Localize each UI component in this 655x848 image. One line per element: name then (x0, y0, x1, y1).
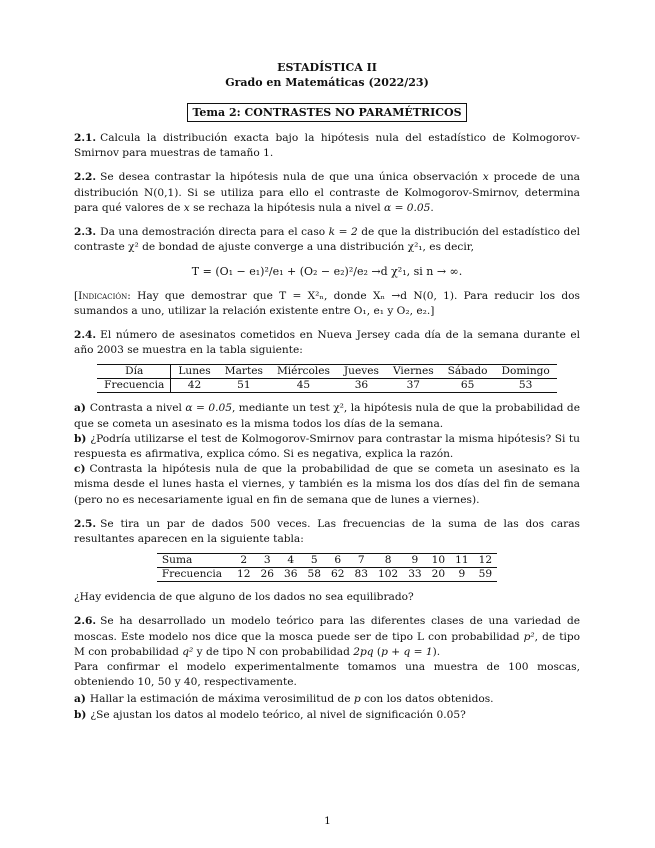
table-cell: 36 (354, 379, 369, 392)
exercise-question: ¿Hay evidencia de que alguno de los dados no sea equilibrado? (74, 591, 414, 604)
item-a: a) Hallar la estimación de máxima verosimilitud de p con los datos obtenidos. (74, 693, 494, 706)
math-q2: q² (182, 645, 194, 658)
exercise-text: se rechaza la hipótesis nula a nivel (189, 201, 385, 214)
item-b: b) ¿Se ajustan los datos al modelo teórico, al nivel de significación 0.05? (74, 708, 466, 721)
exercise-2-3 (74, 225, 580, 255)
item-label: a) (74, 693, 86, 706)
table-header-cell: 8 (384, 554, 392, 567)
table-cell: 12 (237, 568, 251, 581)
table-cell: 9 (458, 568, 466, 581)
item-c: c) Contrasta la hipótesis nula de que la probabilidad de que se cometa un asesinato es la misma desde el lunes hasta el viernes, y también es la misma los dos días del fin de semana (pero no es necesariamente igual en fin de semana que de lunes a viernes). (74, 463, 580, 506)
table-cell: 59 (478, 568, 493, 581)
hint-label: Indicación (78, 289, 128, 302)
exercise-2-4 (74, 328, 580, 358)
topic-box: Tema 2: CONTRASTES NO PARAMÉTRICOS (187, 103, 466, 122)
table-header-cell: 12 (478, 554, 493, 567)
table-header-cell: Martes (224, 365, 263, 378)
table-cell: 58 (307, 568, 321, 581)
course-subtitle: Grado en Matemáticas (2022/23) (225, 76, 429, 89)
table-cell: 53 (518, 379, 533, 392)
exercise-text: El número de asesinatos cometidos en Nueva Jersey cada día de la semana durante el año 2003 se muestra en la tabla siguiente: (74, 329, 580, 357)
exercise-text: Se desea contrastar la hipótesis nula de que una única observación (100, 171, 483, 184)
table-header-cell: Lunes (178, 365, 211, 378)
table-header-label: Día (97, 365, 171, 379)
math-x: x (482, 171, 489, 184)
math-p2: p² (523, 630, 535, 643)
item-b: b) ¿Podría utilizarse el test de Kolmogorov-Smirnov para contrastar la misma hipótesis? Si tu respuesta es afirmativa, explica cómo. Si es negativa, explica la razón. (74, 432, 580, 461)
exercise-number: 2.5. (74, 517, 97, 530)
table-cell: 37 (406, 379, 421, 392)
formula-statistic: T = (O₁ − e₁)²/e₁ + (O₂ − e₂)²/e₂ →d χ²₁, si n → ∞. (191, 265, 463, 279)
table-cell: 65 (460, 379, 475, 392)
table-cell: 45 (296, 379, 311, 392)
item-a: a) Contrasta a nivel α = 0.05, mediante un test χ², la hipótesis nula de que la probabilidad de que se cometa un asesinato es la misma todos los días de la semana. (74, 402, 580, 430)
table-row-label: Frecuencia (161, 568, 223, 581)
table-header-cell: 5 (310, 554, 318, 567)
math-p-plus-q: p + q = 1 (381, 645, 433, 658)
exercise-text: Calcula la distribución exacta bajo la hipótesis nula del estadístico de Kolmogorov-Smirnov para muestras de tamaño 1. (74, 132, 580, 160)
table-row-label: Frecuencia (97, 379, 171, 393)
item-label: b) (74, 708, 87, 721)
page-number: 1 (324, 815, 331, 827)
math-p: p (353, 693, 361, 706)
exercise-2-2: 2.2. Se desea contrastar la hipótesis nula de que una única observación x procede de una distribución N(0,1). Si se utiliza para ello el contraste de Kolmogorov-Smirnov, determina para qué valores de x se rechaza la hipótesis nula a nivel α = 0.05. (74, 171, 581, 214)
item-label: a) (74, 402, 86, 415)
math-alpha: α = 0.05 (384, 201, 431, 214)
hint-text: : Hay que demostrar que T = X²ₙ, donde Xₙ →d N(0, 1). Para reducir los dos sumandos a uno, utilizar la relación existente entre O₁, e₁ y O₂, e₂.] (74, 289, 580, 317)
table-header-cell: 7 (357, 554, 365, 567)
exercise-text: Se tira un par de dados 500 veces. Las frecuencias de la suma de las dos caras resultantes aparecen en la siguiente tabla: (74, 517, 580, 546)
table-header-cell: Jueves (343, 365, 379, 378)
table-header-cell: 4 (287, 554, 295, 567)
table-cell: 102 (377, 568, 399, 581)
exercise-2-1 (74, 131, 580, 161)
table-header-cell: 10 (431, 554, 446, 567)
table-cell: 20 (431, 568, 446, 581)
table-header-cell: 3 (263, 554, 271, 567)
table-header-cell: 9 (411, 554, 419, 567)
exercise-text-line: Para confirmar el modelo experimentalmente tomamos una muestra de 100 moscas, obteniendo 10, 50 y 40, respectivamente. (74, 661, 580, 689)
exercise-number: 2.6. (74, 615, 97, 628)
table-header-cell: 2 (240, 554, 248, 567)
table-header-cell: 11 (455, 554, 469, 567)
math-alpha: α = 0.05 (185, 402, 232, 415)
table-cell: 62 (330, 568, 345, 581)
item-label: c) (74, 463, 86, 476)
math-x: x (183, 201, 190, 214)
table-cell: 33 (408, 568, 422, 581)
exercise-text: Da una demostración directa para el caso (100, 226, 329, 239)
document-page (74, 60, 580, 723)
table-cell: 51 (237, 379, 251, 392)
table-cell: 42 (187, 379, 202, 392)
exercise-text: procede de una distribución N(0,1). Si se utiliza para ello el contraste de Kolmogorov-Smirnov, determina para qué valores de (74, 171, 581, 214)
exercise-number: 2.1. (74, 132, 97, 144)
math-k: k = 2 (328, 226, 358, 239)
course-title: ESTADÍSTICA II (277, 61, 377, 74)
hint: [Indicación: Hay que demostrar que T = X²ₙ, donde Xₙ →d N(0, 1). Para reducir los dos sumandos a uno, utilizar la relación existente entre O₁, e₁ y O₂, e₂.] (74, 289, 580, 317)
table-header-label: Suma (161, 554, 193, 567)
table-cell: 26 (260, 568, 275, 581)
table-header-cell: Viernes (392, 365, 434, 378)
exercise-number: 2.3. (74, 226, 97, 239)
exercise-2-5 (74, 517, 580, 547)
item-label: b) (74, 432, 87, 445)
exercise-text: de que la distribución del estadístico del contraste χ² de bondad de ajuste converge a una distribución χ²₁, es decir, (74, 226, 580, 254)
exercise-number: 2.4. (74, 329, 97, 342)
table-cell: 83 (354, 568, 368, 581)
murders-table (97, 364, 557, 393)
table-header-cell: Sábado (447, 365, 488, 378)
exercise-2-6: 2.6. Se ha desarrollado un modelo teórico para las diferentes clases de una variedad de moscas. Este modelo nos dice que la mosca puede ser de tipo L con probabilidad p², de tipo M con probabilidad q² y de tipo N con probabilidad 2pq (p + q = 1). (74, 615, 581, 658)
table-header-cell: 6 (334, 554, 342, 567)
exercise-number: 2.2. (74, 171, 97, 184)
math-2pq: 2pq (353, 645, 374, 658)
dice-table (157, 553, 497, 582)
table-header-cell: Miércoles (276, 365, 330, 378)
table-cell: 36 (284, 568, 298, 581)
table-header-cell: Domingo (501, 365, 550, 378)
